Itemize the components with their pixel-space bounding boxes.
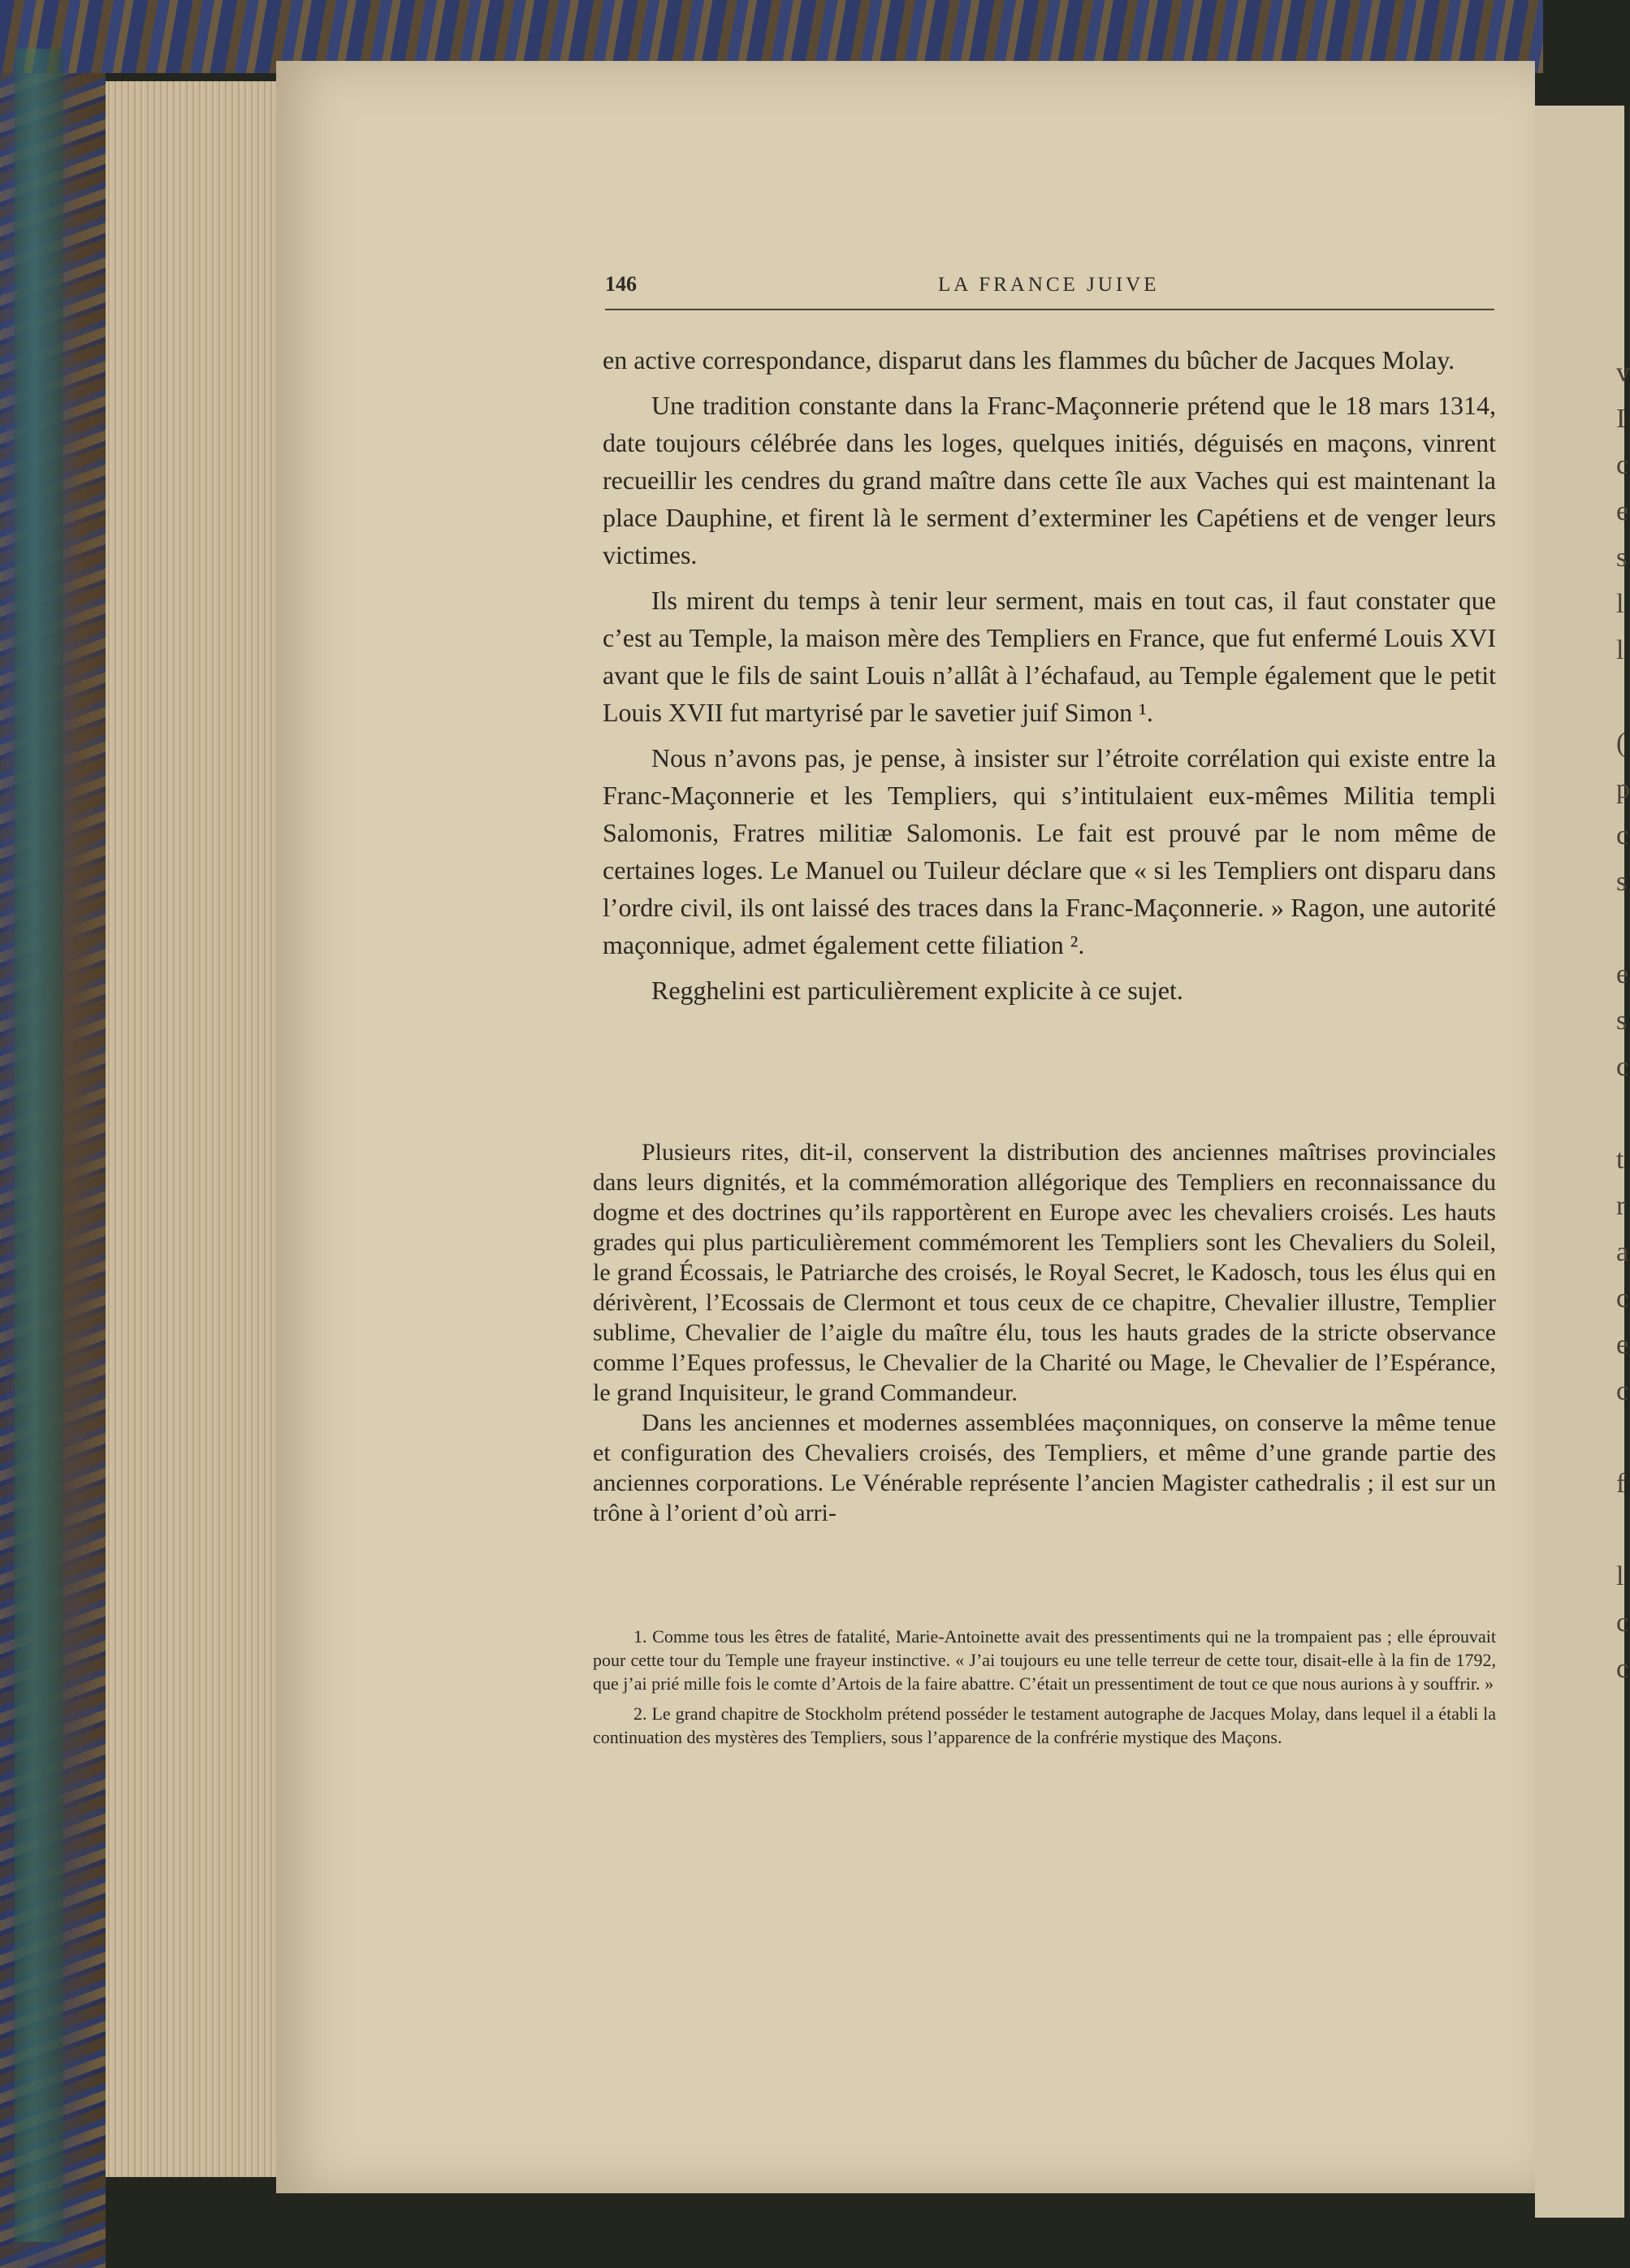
page-number: 146 [605,272,637,296]
quote-paragraph-1: Plusieurs rites, dit-il, conservent la distribution des anciennes maîtrises provinciales dans leurs dignités, et la commémoration allégorique des Templiers en reconnaissance du dogme et des doctrines qu’ils rapportèrent en Europe avec les chevaliers croisés. Les hauts grades qui plus particulièrement commémorent les Templiers sont les Chevaliers du Soleil, le grand Écossais, le Patriarche des croisés, le Royal Secret, le Kadosch, tous les élus qui en dérivèrent, l’Ecossais de Clermont et tous ceux de ce chapitre, Chevalier illustre, Templier sublime, Chevalier de l’aigle du maître élu, tous les hauts grades de la stricte observance comme l’Eques professus, le Chevalier de la Charité ou Mage, le Chevalier de l’Espérance, le grand Inquisiteur, le grand Commandeur. [593,1139,1496,1406]
facing-page-edge [1535,106,1630,2218]
adjacent-letter: ( [1616,728,1626,758]
adjacent-letter [1616,1515,1624,1561]
adjacent-letter: s [1616,543,1628,573]
paragraph-4: Nous n’avons pas, je pense, à insister sur l’étroite corrélation qui existe entre la Franc-Maçonnerie et les Templiers, qui s’intitulaient eux-mêmes Militia templi Salomonis, Fratres militiæ Salomonis. Le fait est prouvé par le nom même de certaines loges. Le Manuel ou Tuileur déclare que « si les Templiers ont disparu dans l’ordre civil, ils ont laissé des traces dans la Franc-Maçonnerie. » Ragon, une autorité maçonnique, admet également cette filiation ². [603,743,1496,959]
green-spine-binding [15,49,63,2242]
quote-paragraph-2: Dans les anciennes et modernes assemblées maçonniques, on conserve la même tenue et configuration des Chevaliers croisés, des Templiers, et même d’une grande partie des anciennes corporations. Le Vénérable représente l’ancien Magister cathedralis ; il est sur un trône à l’orient d’où arri- [593,1409,1496,1526]
adjacent-letter: a [1616,1237,1629,1267]
footnotes [593,1625,1496,1755]
adjacent-letter [1616,1098,1624,1145]
adjacent-letter: l [1616,635,1624,665]
adjacent-letter [1616,1422,1624,1469]
adjacent-letter: v [1616,357,1630,387]
adjacent-letter: c [1616,1283,1629,1314]
adjacent-page-fragments [1616,357,1630,1700]
main-text [603,341,1496,1028]
adjacent-letter: c [1616,1052,1629,1082]
adjacent-letter: c [1616,1654,1629,1684]
paragraph-5: Regghelini est particulièrement explicite à ce sujet. [651,976,1183,1005]
adjacent-letter: s [1616,867,1628,897]
adjacent-letter: l [1616,1561,1624,1591]
paragraph-1: en active correspondance, disparut dans les flammes du bûcher de Jacques Molay. [603,345,1455,374]
adjacent-letter: e [1616,496,1629,526]
adjacent-letter: s [1616,1006,1628,1036]
adjacent-letter [1616,682,1624,728]
running-title: LA FRANCE JUIVE [938,274,1160,296]
block-quote [593,1137,1496,1528]
adjacent-letter: f [1616,1469,1626,1499]
footnote-1: 1. Comme tous les êtres de fatalité, Marie-Antoinette avait des pressentiments qui ne la trompaient pas ; elle éprouvait pour cette tour du Temple une frayeur instinctive. « J’ai toujours eu une telle terreur de cette tour, disait-elle à la fin de 1792, que j’ai prié mille fois le comte d’Artois de la faire abattre. C’était un pressentiment de tout ce que nous aurions à y souffrir. » [593,1626,1496,1694]
adjacent-letter: t [1616,1145,1624,1175]
adjacent-letter: c [1616,450,1629,480]
header-rule [605,309,1494,310]
paragraph-2: Une tradition constante dans la Franc-Maçonnerie prétend que le 18 mars 1314, date toujours célébrée dans les loges, quelques initiés, déguisés en maçons, vinrent recueillir les cendres du grand maître dans cette île aux Vaches qui est maintenant la place Dauphine, et firent là le serment d’exterminer les Capétiens et de venger leurs victimes. [603,391,1496,569]
adjacent-letter: I [1616,404,1626,434]
page-edges [106,81,276,2177]
adjacent-letter: c [1616,1376,1629,1406]
adjacent-letter: e [1616,959,1629,989]
adjacent-letter [1616,913,1624,959]
adjacent-letter: r [1616,1191,1626,1221]
adjacent-letter: c [1616,820,1629,850]
adjacent-letter: p [1616,774,1630,804]
adjacent-letter: l [1616,589,1624,619]
adjacent-letter: c [1616,1608,1629,1638]
footnote-2: 2. Le grand chapitre de Stockholm prétend posséder le testament autographe de Jacques Molay, dans lequel il a établi la continuation des mystères des Templiers, sous l’apparence de la confrérie mystique des Maçons. [593,1703,1496,1747]
paragraph-3: Ils mirent du temps à tenir leur serment, mais en tout cas, il faut constater que c’est au Temple, la maison mère des Templiers en France, que fut enfermé Louis XVI avant que le fils de saint Louis n’allât à l’échafaud, au Temple également que le petit Louis XVII fut martyrisé par le savetier juif Simon ¹. [603,586,1496,727]
page-header [605,272,1494,313]
adjacent-letter: e [1616,1330,1629,1360]
